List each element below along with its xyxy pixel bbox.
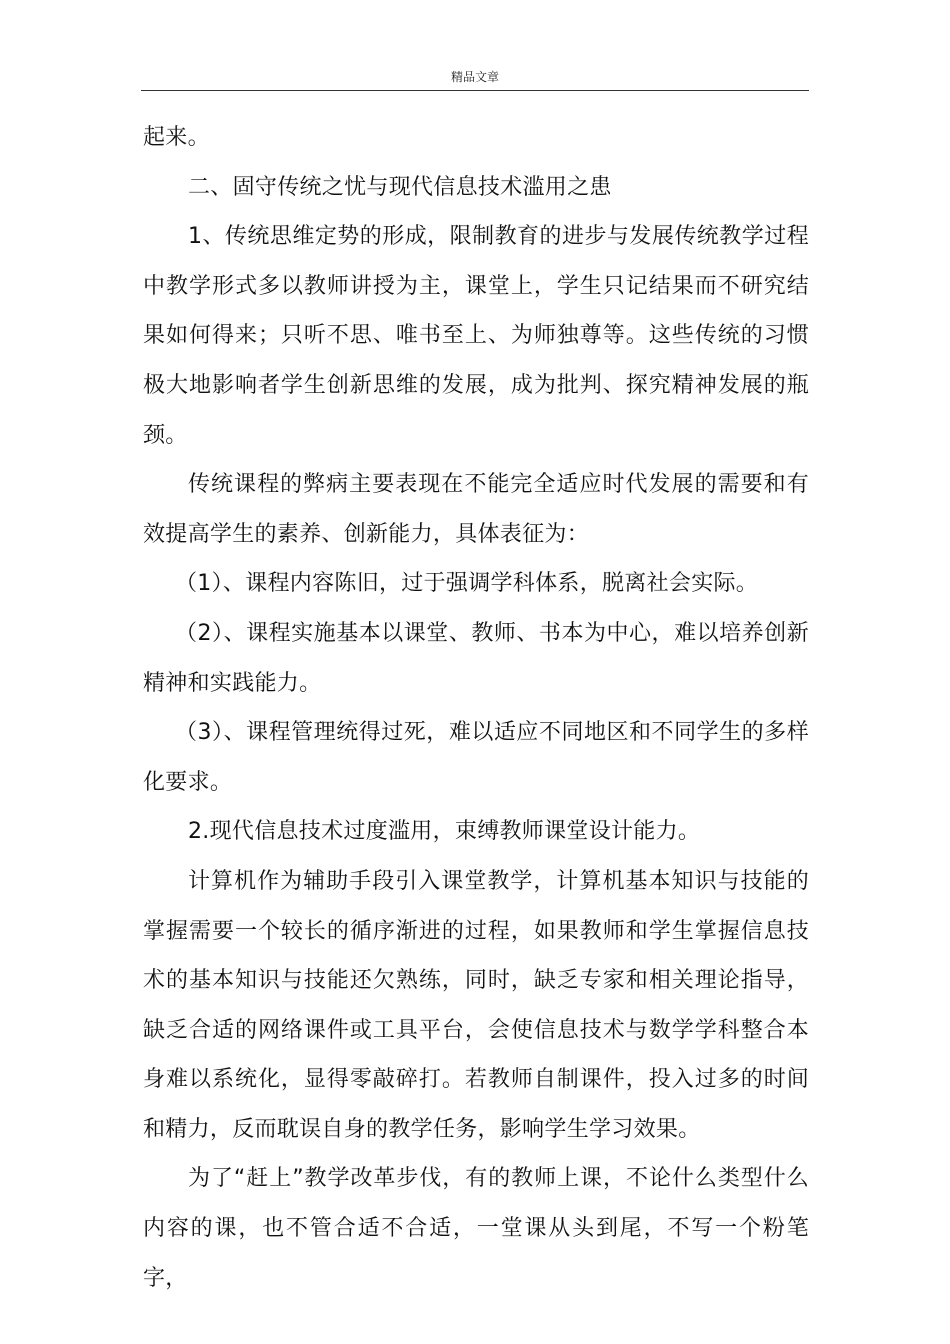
paragraph-reform-pace: 为了“赶上”教学改革步伐，有的教师上课，不论什么类型什么内容的课，也不管合适不合适，一堂课从头到尾，不写一个粉笔字， [143,1166,809,1291]
section-heading: 二、固守传统之忧与现代信息技术滥用之患 [188,174,612,200]
paragraph-continuation: 起来。 [143,125,210,150]
paragraph-computer-aided: 计算机作为辅助手段引入课堂教学，计算机基本知识与技能的掌握需要一个较长的循序渐进的过程，如果教师和学生掌握信息技术的基本知识与技能还欠熟练，同时，缺乏专家和相关理论指导，缺乏合适的网络课件或工具平台，会使信息技术与数学学科整合本身难以系统化，显得零敲碎打。若教师自制课件，投入过多的时间和精力，反而耽误自身的教学任务，影响学生学习效果。 [143,868,809,1142]
list-item-3: （3）、课程管理统得过死，难以适应不同地区和不同学生的多样化要求。 [143,720,809,795]
article-body [143,113,809,1303]
list-item-2: （2）、课程实施基本以课堂、教师、书本为中心，难以培养创新精神和实践能力。 [143,620,809,696]
list-item-1: （1）、课程内容陈旧，过于强调学科体系，脱离社会实际。 [175,571,759,597]
page-header [141,66,809,91]
header-title: 精品文章 [450,70,499,84]
paragraph-traditional-thinking: 1、传统思维定势的形成，限制教育的进步与发展传统教学过程中教学形式多以教师讲授为主，课堂上，学生只记结果而不研究结果如何得来；只听不思、唯书至上、为师独尊等。这些传统的习惯极大地影响者学生创新思维的发展，成为批判、探究精神发展的瓶颈。 [143,224,809,448]
paragraph-curriculum-issues: 传统课程的弊病主要表现在不能完全适应时代发展的需要和有效提高学生的素养、创新能力，具体表征为： [143,472,809,547]
subsection-heading: 2.现代信息技术过度滥用，束缚教师课堂设计能力。 [188,819,701,845]
